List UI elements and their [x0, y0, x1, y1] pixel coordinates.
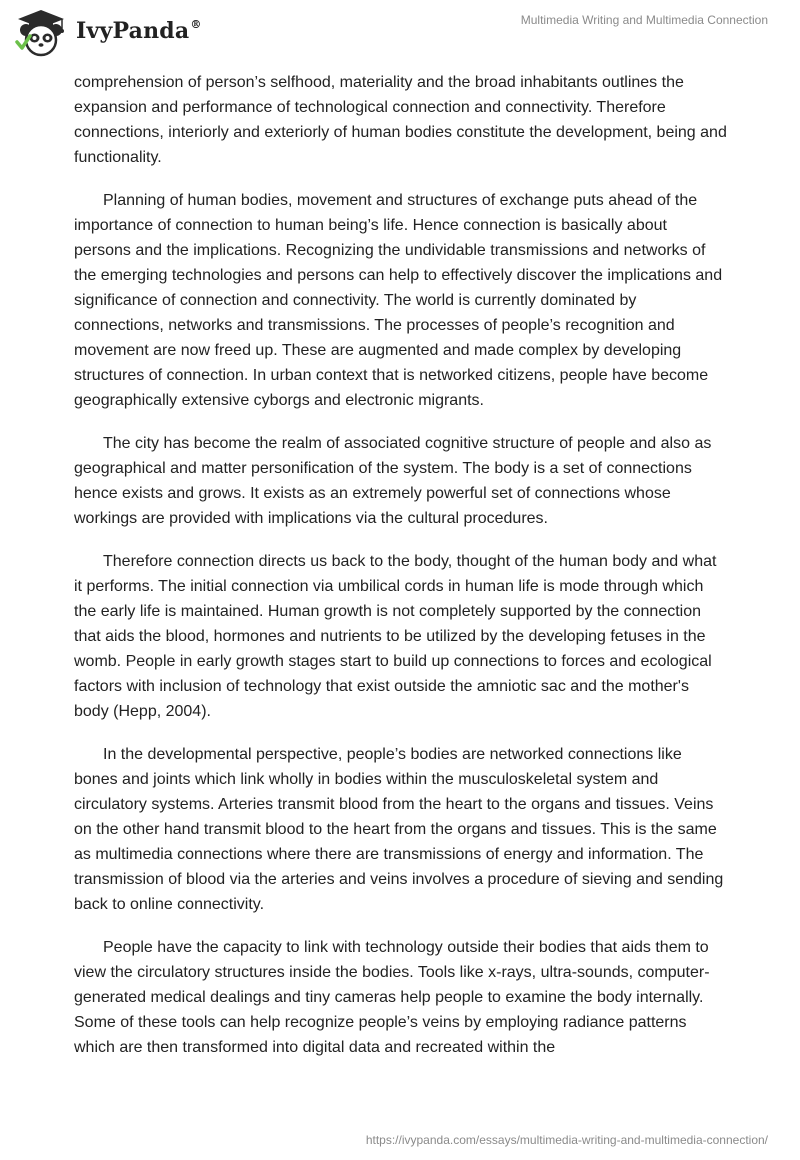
- paragraph-3: The city has become the realm of associated cognitive structure of people and also as geographical and matter personification of the system. The body is a set of connections hence exists and grows. It exists as an extremely powerful set of connections whose workings are provided with implications via the cultural procedures.: [74, 435, 712, 527]
- paragraph-5: In the developmental perspective, people’s bodies are networked connections like bones and joints which link wholly in bodies within the musculoskeletal system and circulatory systems. Arteries transmit blood from the heart to the organs and tissues. Veins on the other hand transmit blood to the heart from the organs and tissues. This is the same as multimedia connections where there are transmissions of energy and information. The transmission of blood via the arteries and veins involves a procedure of sieving and sending back to online connectivity.: [74, 746, 724, 913]
- panda-graduation-cap-icon[interactable]: [14, 8, 68, 58]
- brand-name[interactable]: IvyPanda®: [76, 17, 202, 44]
- page-header: [0, 0, 800, 70]
- paragraph-2: Planning of human bodies, movement and structures of exchange puts ahead of the importance of connection to human being’s life. Hence connection is basically about persons and the implications. Recognizing the undividable transmissions and networks of the emerging technologies and persons can help to effectively discover the implications and significance of connection and connectivity. The world is currently dominated by connections, networks and transmissions. The processes of people’s recognition and movement are now freed up. These are augmented and made complex by developing structures of connection. In urban context that is networked citizens, people have become geographically extensive cyborgs and electronic migrants.: [74, 192, 723, 409]
- source-url[interactable]: https://ivypanda.com/essays/multimedia-writing-and-multimedia-connection/: [365, 1133, 768, 1147]
- essay-body: [74, 70, 728, 1078]
- paragraph-1: comprehension of person’s selfhood, materiality and the broad inhabitants outlines the expansion and performance of technological connection and connectivity. Therefore connections, interiorly and exteriorly of human bodies constitute the development, being and functionality.: [74, 74, 727, 166]
- registered-mark: ®: [190, 17, 202, 31]
- document-title: Multimedia Writing and Multimedia Connection: [520, 13, 768, 27]
- paragraph-4: Therefore connection directs us back to the body, thought of the human body and what it performs. The initial connection via umbilical cords in human life is mode through which the early life is maintained. Human growth is not completely supported by the connection that aids the blood, hormones and nutrients to be utilized by the developing fetuses in the womb. People in early growth stages start to build up connections to forces and ecological factors with inclusion of technology that exist outside the amniotic sac and the mother's body (Hepp, 2004).: [74, 553, 717, 720]
- paragraph-6: People have the capacity to link with technology outside their bodies that aids them to view the circulatory structures inside the bodies. Tools like x-rays, ultra-sounds, computer-generated medical dealings and tiny cameras help people to examine the body internally. Some of these tools can help recognize people’s veins by employing radiance patterns which are then transformed into digital data and recreated within the: [74, 939, 710, 1056]
